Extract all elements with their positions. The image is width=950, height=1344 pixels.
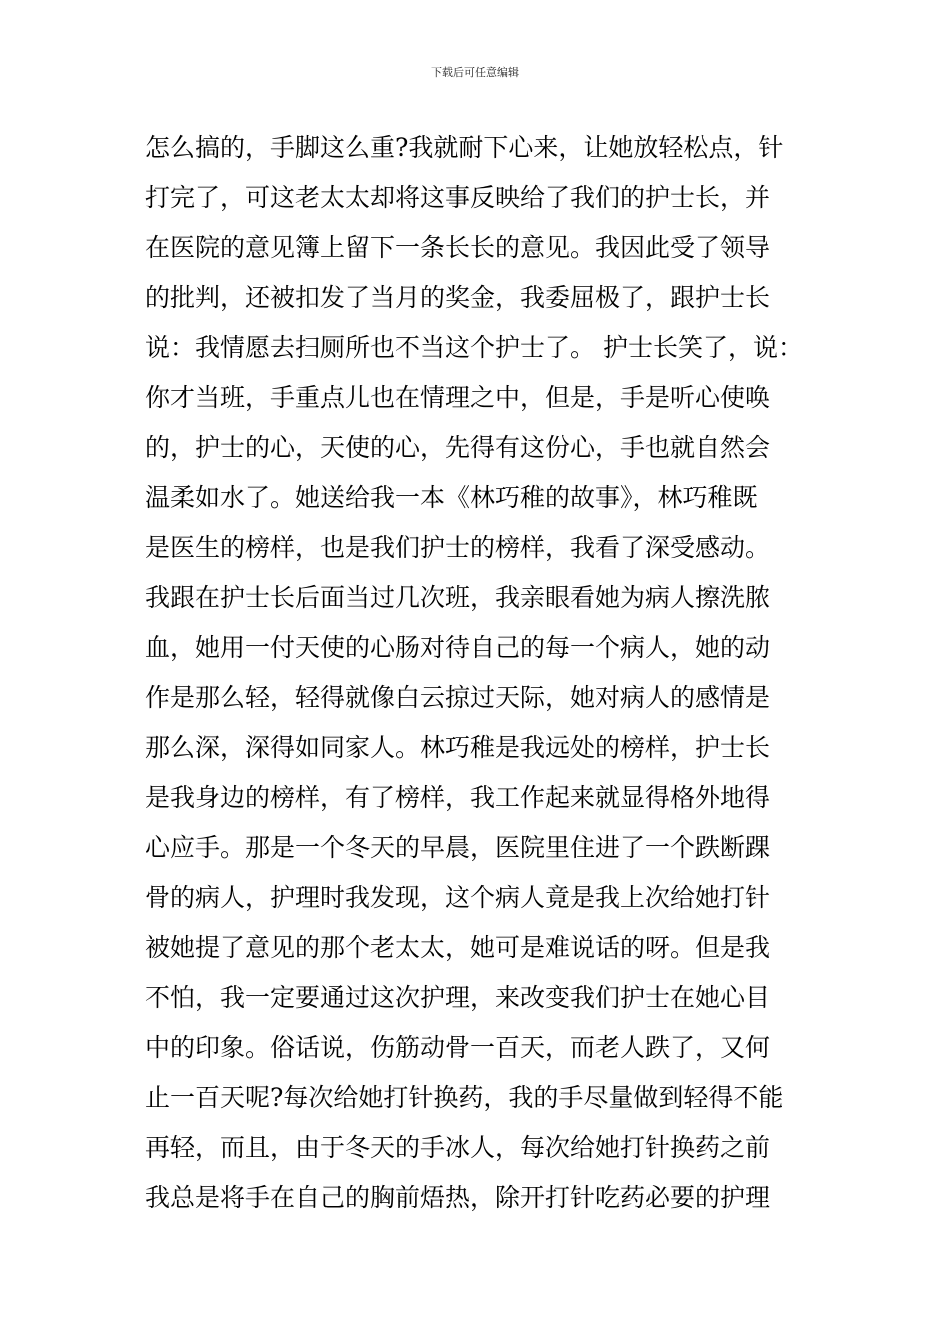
text-line: 我跟在护士长后面当过几次班，我亲眼看她为病人擦洗脓 [145, 583, 771, 612]
text-line: 我总是将手在自己的胸前焐热，除开打针吃药必要的护理 [145, 1183, 771, 1212]
text-line: 的，护士的心，天使的心，先得有这份心，手也就自然会 [145, 433, 771, 462]
text-line: 中的印象。俗话说，伤筋动骨一百天，而老人跌了，又何 [145, 1033, 771, 1062]
page-header: 下载后可任意编辑 [431, 66, 519, 79]
text-line: 怎么搞的，手脚这么重?我就耐下心来，让她放轻松点，针 [145, 133, 784, 162]
text-line: 你才当班，手重点儿也在情理之中，但是，手是听心使唤 [145, 383, 771, 412]
text-line: 止一百天呢?每次给她打针换药，我的手尽量做到轻得不能 [145, 1083, 784, 1112]
text-line: 作是那么轻，轻得就像白云掠过天际，她对病人的感情是 [145, 683, 771, 712]
text-line: 那么深，深得如同家人。林巧稚是我远处的榜样，护士长 [145, 733, 771, 762]
text-line: 在医院的意见簿上留下一条长长的意见。我因此受了领导 [145, 233, 771, 262]
text-line: 血，她用一付天使的心肠对待自己的每一个病人，她的动 [145, 633, 771, 662]
text-line: 温柔如水了。她送给我一本《林巧稚的故事》，林巧稚既 [145, 483, 758, 512]
text-line: 是我身边的榜样，有了榜样，我工作起来就显得格外地得 [145, 783, 771, 812]
text-line: 说：我情愿去扫厕所也不当这个护士了。 护士长笑了，说： [145, 333, 803, 362]
document-body [145, 123, 815, 1223]
text-line: 打完了，可这老太太却将这事反映给了我们的护士长，并 [145, 183, 771, 212]
text-line: 是医生的榜样，也是我们护士的榜样，我看了深受感动。 [145, 533, 771, 562]
text-line: 再轻，而且，由于冬天的手冰人，每次给她打针换药之前 [145, 1133, 771, 1162]
text-line: 被她提了意见的那个老太太，她可是难说话的呀。但是我 [145, 933, 771, 962]
text-line: 骨的病人，护理时我发现，这个病人竟是我上次给她打针 [145, 883, 771, 912]
text-line: 不怕，我一定要通过这次护理，来改变我们护士在她心目 [145, 983, 771, 1012]
text-line: 的批判，还被扣发了当月的奖金，我委屈极了，跟护士长 [145, 283, 771, 312]
text-line: 心应手。那是一个冬天的早晨，医院里住进了一个跌断踝 [145, 833, 771, 862]
